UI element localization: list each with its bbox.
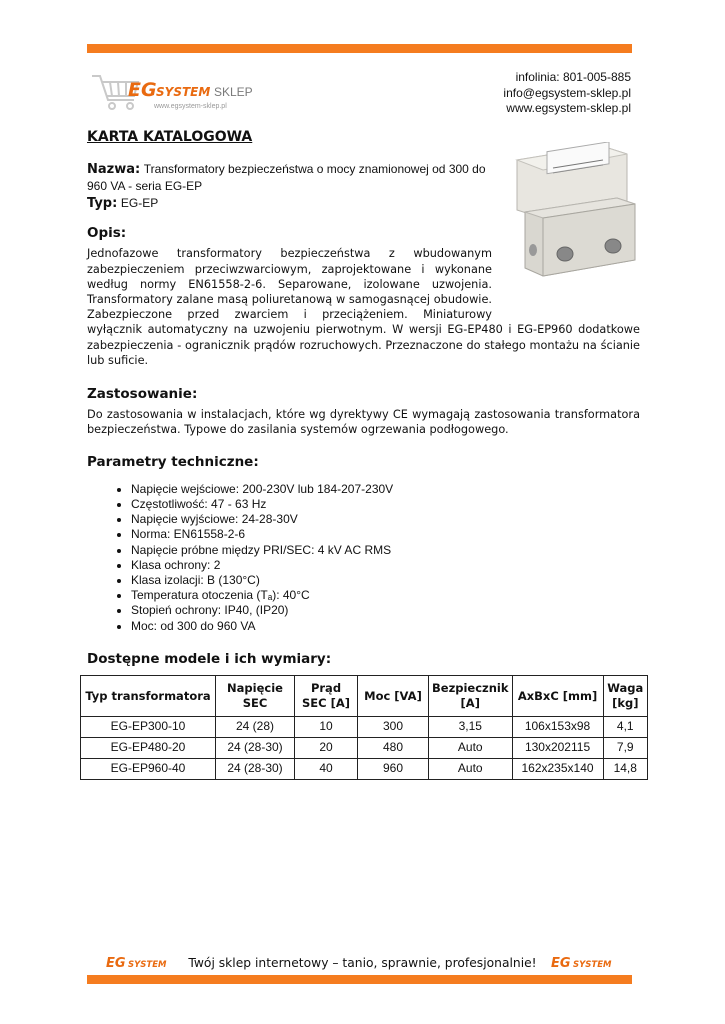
col-header: Napięcie SEC xyxy=(216,676,295,717)
table-row xyxy=(81,759,648,780)
table-header-row xyxy=(81,676,648,717)
table-cell: 24 (28) xyxy=(216,717,295,738)
footer-logo-eg: EG xyxy=(551,956,571,971)
col-header: AxBxC [mm] xyxy=(512,676,603,717)
table-cell: 130x202115 xyxy=(512,738,603,759)
table-cell: 20 xyxy=(295,738,358,759)
catalog-content xyxy=(85,129,644,780)
contact-block xyxy=(503,70,631,117)
table-cell: 960 xyxy=(358,759,429,780)
table-cell: 300 xyxy=(358,717,429,738)
list-item: • Stopień ochrony: IP40, (IP20) xyxy=(131,603,640,618)
table-row xyxy=(81,738,648,759)
type-value: EG-EP xyxy=(120,196,159,211)
list-item: • Napięcie próbne między PRI/SEC: 4 kV AC RMS xyxy=(131,543,640,558)
table-cell: EG-EP960-40 xyxy=(81,759,216,780)
footer-logo-right xyxy=(551,953,619,971)
models-table xyxy=(80,675,648,780)
params-list xyxy=(87,482,640,634)
table-cell: 162x235x140 xyxy=(512,759,603,780)
table-cell: 4,1 xyxy=(603,717,647,738)
col-header: Bezpiecznik [A] xyxy=(429,676,513,717)
table-cell: 106x153x98 xyxy=(512,717,603,738)
table-cell: Auto xyxy=(429,738,513,759)
models-heading: Dostępne modele i ich wymiary: xyxy=(87,650,332,667)
table-cell: 40 xyxy=(295,759,358,780)
contact-phone: infolinia: 801-005-885 xyxy=(515,70,631,84)
table-cell: 24 (28-30) xyxy=(216,738,295,759)
list-item: • Klasa ochrony: 2 xyxy=(131,558,640,573)
product-type-row xyxy=(87,195,640,212)
logo-eg-text: EG xyxy=(128,79,157,101)
product-name-row xyxy=(87,161,497,195)
logo-sklep-text: SKLEP xyxy=(214,85,253,99)
table-cell: 480 xyxy=(358,738,429,759)
list-item: • Moc: od 300 do 960 VA xyxy=(131,619,640,634)
logo-system-text: SYSTEM xyxy=(156,85,211,99)
name-label: Nazwa: xyxy=(87,162,141,178)
table-row xyxy=(81,717,648,738)
type-label: Typ: xyxy=(87,196,118,212)
col-header: Prąd SEC [A] xyxy=(295,676,358,717)
opis-heading: Opis: xyxy=(87,225,127,242)
list-item: • Norma: EN61558-2-6 xyxy=(131,527,640,542)
list-item: • Napięcie wejściowe: 200-230V lub 184-207-230V xyxy=(131,482,640,497)
image-float-spacer xyxy=(492,246,640,310)
list-item: • Klasa izolacji: B (130°C) xyxy=(131,573,640,588)
name-value: Transformatory bezpieczeństwa o mocy znamionowej od 300 do 960 VA - seria EG-EP xyxy=(87,162,486,194)
header-accent-bar xyxy=(87,44,632,53)
footer-logo-system: SYSTEM xyxy=(128,960,167,970)
zastosowanie-heading: Zastosowanie: xyxy=(87,386,198,403)
footer-accent-bar xyxy=(87,975,632,984)
opis-section xyxy=(87,246,640,368)
col-header: Moc [VA] xyxy=(358,676,429,717)
footer-logo-eg: EG xyxy=(106,956,126,971)
zastosowanie-text: Do zastosowania w instalacjach, które wg dyrektywy CE wymagają zastosowania transformatora bezpieczeństwa. Typowe do zasilania systemów ogrzewania podłogowego. xyxy=(87,408,640,437)
list-item: • Częstotliwość: 47 - 63 Hz xyxy=(131,497,640,512)
contact-email[interactable]: info@egsystem-sklep.pl xyxy=(503,85,631,100)
table-cell: EG-EP480-20 xyxy=(81,738,216,759)
egsystem-logo xyxy=(90,72,265,116)
col-header: Waga [kg] xyxy=(603,676,647,717)
opis-text: Jednofazowe transformatory bezpieczeństwa z wbudowanym zabezpieczeniem przeciwzwarciowym, zaprojektowane i wykonane według normy EN61558-2-6. Separowane, izolowane uzwojenia. Transformatory zalane masą poliuretanową w samogasnącej obudowie. Zabezpieczone przed zwarciem i przeciążeniem. Miniaturowy wyłącznik automatyczny na uzwojeniu pierwotnym. W wersji EG-EP480 i EG-EP960 dodatkowe zabezpieczenia - ogranicznik prądów rozruchowych. Przeznaczone do stałego montażu na ścianie lub suficie. xyxy=(87,247,640,367)
page-title: KARTA KATALOGOWA xyxy=(87,129,253,145)
footer-logo-system: SYSTEM xyxy=(573,960,612,970)
params-heading: Parametry techniczne: xyxy=(87,453,259,470)
table-cell: 10 xyxy=(295,717,358,738)
col-header: Typ transformatora xyxy=(81,676,216,717)
table-cell: 14,8 xyxy=(603,759,647,780)
logo-url-text: www.egsystem-sklep.pl xyxy=(154,103,227,110)
table-cell: Auto xyxy=(429,759,513,780)
table-cell: EG-EP300-10 xyxy=(81,717,216,738)
list-item: • Napięcie wyjściowe: 24-28-30V xyxy=(131,512,640,527)
table-cell: 3,15 xyxy=(429,717,513,738)
contact-website[interactable]: www.egsystem-sklep.pl xyxy=(506,101,631,115)
footer-slogan: Twój sklep internetowy – tanio, sprawnie, profesjonalnie! xyxy=(188,956,537,970)
table-cell: 7,9 xyxy=(603,738,647,759)
table-cell: 24 (28-30) xyxy=(216,759,295,780)
list-item: • Temperatura otoczenia (Tₐ): 40°C xyxy=(131,588,640,603)
